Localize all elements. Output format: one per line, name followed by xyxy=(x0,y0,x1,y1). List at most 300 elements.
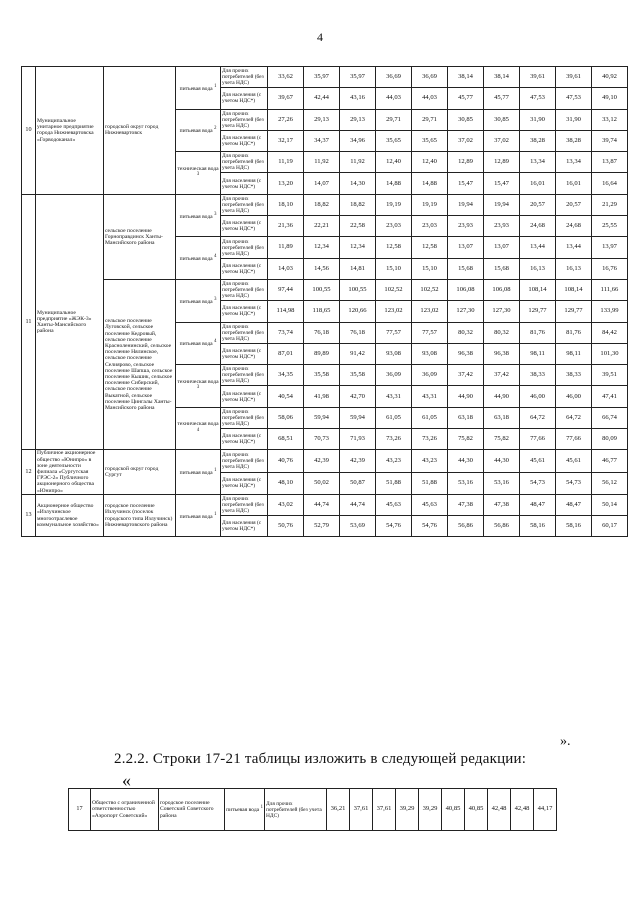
tariff-value: 44,90 xyxy=(448,386,484,407)
territory-name: сельское поселение Луговской, сельское поселение Кедровый, сельское поселение Красноленинский, сельское поселение Нялинское, сельское поселение Селиярово, сельское поселение Шапша, сельское поселение Кышик, сельское поселение Сибирский, сельское поселение Выкатной, сельское поселение Цингалы Ханты-Мансийского района xyxy=(104,279,176,449)
consumer-type: Для населения (с учетом НДС*) xyxy=(221,258,268,279)
water-type-footnote: 1 xyxy=(214,83,217,89)
territory-name: городской округ город Сургут xyxy=(104,450,176,494)
tariff-value: 35,58 xyxy=(304,365,340,386)
tariff-value: 33,62 xyxy=(268,67,304,88)
tariff-value: 11,19 xyxy=(268,152,304,173)
tariff-value: 16,01 xyxy=(556,173,592,194)
tariff-value: 42,39 xyxy=(304,450,340,472)
tariff-value: 53,16 xyxy=(484,472,520,494)
tariff-value: 16,13 xyxy=(556,258,592,279)
tariff-value: 12,89 xyxy=(448,152,484,173)
water-type: питьевая вода $^1$ xyxy=(225,789,265,831)
tariff-value: 45,77 xyxy=(484,88,520,109)
tariff-value: 68,51 xyxy=(268,429,304,450)
tariff-value: 35,65 xyxy=(412,130,448,151)
organization-name: Публичное акционерное общество «Юнипро» в зоне деятельности филиала «Сургутская ГРЭС-2» Публичного акционерного общества «Юнипро» xyxy=(36,450,104,494)
tariff-value: 37,61 xyxy=(373,789,396,831)
tariff-value: 80,32 xyxy=(484,322,520,343)
tariff-value: 16,64 xyxy=(592,173,628,194)
tariff-value: 12,40 xyxy=(412,152,448,173)
consumer-type: Для населения (с учетом НДС*) xyxy=(221,88,268,109)
tariff-value: 56,86 xyxy=(484,516,520,537)
tariff-value: 38,33 xyxy=(520,365,556,386)
tariff-value: 35,97 xyxy=(304,67,340,88)
tariff-value: 50,02 xyxy=(304,472,340,494)
tariff-value: 14,88 xyxy=(412,173,448,194)
tariff-value: 37,02 xyxy=(484,130,520,151)
tariff-value: 36,09 xyxy=(412,365,448,386)
water-type-footnote: 4 xyxy=(214,254,217,260)
tariff-value: 51,88 xyxy=(376,472,412,494)
tariff-value: 19,94 xyxy=(448,194,484,215)
tariff-value: 22,21 xyxy=(304,216,340,237)
tariff-value: 39,67 xyxy=(268,88,304,109)
tariff-value: 38,28 xyxy=(556,130,592,151)
tariff-value: 47,38 xyxy=(448,494,484,515)
tariff-value: 36,21 xyxy=(327,789,350,831)
tariff-value: 118,65 xyxy=(304,301,340,322)
tariff-value: 127,30 xyxy=(448,301,484,322)
tariff-value: 23,03 xyxy=(376,216,412,237)
tariff-value: 120,66 xyxy=(340,301,376,322)
tariff-value: 44,17 xyxy=(534,789,557,831)
tariff-value: 102,52 xyxy=(376,279,412,300)
water-type-label: питьевая вода xyxy=(179,341,213,348)
water-type-label: питьевая вода xyxy=(179,213,213,220)
tariff-value: 106,08 xyxy=(484,279,520,300)
tariff-value: 108,14 xyxy=(556,279,592,300)
tariff-value: 127,30 xyxy=(484,301,520,322)
consumer-type: Для прочих потребителей (без учета НДС) xyxy=(221,67,268,88)
territory-name: сельское поселение Горноправдинск Ханты-Мансийского района xyxy=(104,194,176,279)
water-type-footnote: 3 xyxy=(196,172,200,178)
tariff-value: 22,58 xyxy=(340,216,376,237)
tariff-value: 52,79 xyxy=(304,516,340,537)
tariff-value: 100,55 xyxy=(304,279,340,300)
tariff-value: 64,72 xyxy=(520,407,556,428)
tariff-value: 40,85 xyxy=(442,789,465,831)
tariff-value: 50,87 xyxy=(340,472,376,494)
table-row xyxy=(22,67,628,88)
tariff-value: 43,31 xyxy=(376,386,412,407)
tariff-value: 44,90 xyxy=(484,386,520,407)
tariff-value: 27,26 xyxy=(268,109,304,130)
tariff-value: 93,08 xyxy=(412,343,448,364)
consumer-type: Для прочих потребителей (без учета НДС) xyxy=(265,789,327,831)
tariff-value: 36,09 xyxy=(376,365,412,386)
water-type-label: питьевая вода xyxy=(179,128,213,135)
tariff-value: 48,10 xyxy=(268,472,304,494)
tariff-value: 20,57 xyxy=(520,194,556,215)
tariff-value: 46,77 xyxy=(592,450,628,472)
tariff-value: 61,05 xyxy=(376,407,412,428)
tariff-value: 39,61 xyxy=(520,67,556,88)
tariff-value: 42,39 xyxy=(340,450,376,472)
tariff-value: 129,77 xyxy=(556,301,592,322)
tariff-value: 35,58 xyxy=(340,365,376,386)
table-row xyxy=(69,789,557,831)
tariff-value: 76,18 xyxy=(304,322,340,343)
tariff-value: 11,89 xyxy=(268,237,304,258)
territory-name: городское поселение Излучинск (поселок городского типа Излучинск) Нижневартовского района xyxy=(104,494,176,537)
water-type xyxy=(176,407,221,450)
water-type xyxy=(176,237,221,280)
consumer-type: Для прочих потребителей (без учета НДС) xyxy=(221,194,268,215)
tariff-value: 39,51 xyxy=(592,365,628,386)
tariff-value: 96,38 xyxy=(484,343,520,364)
tariff-value: 108,14 xyxy=(520,279,556,300)
water-type-footnote: 3 xyxy=(214,211,217,217)
tariff-value: 36,69 xyxy=(376,67,412,88)
tariff-value: 91,42 xyxy=(340,343,376,364)
tariff-value: 14,81 xyxy=(340,258,376,279)
tariff-value: 66,74 xyxy=(592,407,628,428)
tariff-value: 73,26 xyxy=(412,429,448,450)
table-row xyxy=(22,450,628,472)
consumer-type: Для населения (с учетом НДС*) xyxy=(221,216,268,237)
tariff-value: 54,73 xyxy=(520,472,556,494)
water-type xyxy=(176,109,221,152)
consumer-type: Для населения (с учетом НДС*) xyxy=(221,130,268,151)
tariff-value: 40,76 xyxy=(268,450,304,472)
tariff-value: 12,58 xyxy=(412,237,448,258)
water-type xyxy=(176,322,221,365)
tariff-value: 51,88 xyxy=(412,472,448,494)
tariff-value: 87,01 xyxy=(268,343,304,364)
tariff-value: 34,37 xyxy=(304,130,340,151)
tariff-value: 63,18 xyxy=(484,407,520,428)
tariff-value: 12,40 xyxy=(376,152,412,173)
tariff-value: 13,20 xyxy=(268,173,304,194)
tariff-value: 12,34 xyxy=(304,237,340,258)
consumer-type: Для населения (с учетом НДС*) xyxy=(221,472,268,494)
tariff-value: 100,55 xyxy=(340,279,376,300)
tariff-value: 11,92 xyxy=(304,152,340,173)
tariff-value: 133,99 xyxy=(592,301,628,322)
section-heading: 2.2.2. Строки 17-21 таблицы изложить в следующей редакции: xyxy=(114,751,527,767)
tariff-value: 58,16 xyxy=(520,516,556,537)
water-type-label: питьевая вода xyxy=(179,469,213,476)
tariff-value: 93,08 xyxy=(376,343,412,364)
water-type xyxy=(176,67,221,110)
tariff-value: 42,44 xyxy=(304,88,340,109)
tariff-value: 19,19 xyxy=(412,194,448,215)
tariff-value: 71,93 xyxy=(340,429,376,450)
tariff-value: 38,14 xyxy=(484,67,520,88)
tariff-value: 49,10 xyxy=(592,88,628,109)
consumer-type: Для прочих потребителей (без учета НДС) xyxy=(221,109,268,130)
water-type-label: техническая вода xyxy=(177,421,219,428)
water-type-label: питьевая вода xyxy=(179,85,213,92)
tariff-value: 19,94 xyxy=(484,194,520,215)
tariff-value: 23,93 xyxy=(484,216,520,237)
tariff-value: 16,13 xyxy=(520,258,556,279)
tariff-value: 48,47 xyxy=(520,494,556,515)
tariff-value: 75,82 xyxy=(448,429,484,450)
tariff-value: 102,52 xyxy=(412,279,448,300)
water-type xyxy=(176,152,221,195)
tariff-value: 39,29 xyxy=(396,789,419,831)
tariff-value: 16,76 xyxy=(592,258,628,279)
tariff-value: 37,42 xyxy=(448,365,484,386)
tariff-value: 58,16 xyxy=(556,516,592,537)
consumer-type: Для прочих потребителей (без учета НДС) xyxy=(221,279,268,300)
tariff-value: 43,16 xyxy=(340,88,376,109)
tariff-value: 77,66 xyxy=(520,429,556,450)
tariff-table-row-17 xyxy=(68,788,557,831)
tariff-value: 98,11 xyxy=(520,343,556,364)
tariff-value: 44,74 xyxy=(340,494,376,515)
consumer-type: Для населения (с учетом НДС*) xyxy=(221,173,268,194)
organization-name: Общество с ограниченной ответственностью «Аэропорт Советский» xyxy=(91,789,159,831)
tariff-value: 59,94 xyxy=(340,407,376,428)
tariff-value: 25,55 xyxy=(592,216,628,237)
tariff-value: 56,12 xyxy=(592,472,628,494)
tariff-value: 97,44 xyxy=(268,279,304,300)
tariff-value: 39,29 xyxy=(419,789,442,831)
tariff-value: 15,68 xyxy=(484,258,520,279)
tariff-value: 101,30 xyxy=(592,343,628,364)
tariff-value: 81,76 xyxy=(556,322,592,343)
tariff-value: 29,13 xyxy=(340,109,376,130)
tariff-value: 46,00 xyxy=(520,386,556,407)
water-type-footnote: 4 xyxy=(214,339,217,345)
tariff-value: 106,08 xyxy=(448,279,484,300)
tariff-value: 43,31 xyxy=(412,386,448,407)
tariff-value: 80,32 xyxy=(448,322,484,343)
tariff-value: 42,48 xyxy=(488,789,511,831)
water-type-footnote: 3 xyxy=(214,296,217,302)
tariff-value: 12,58 xyxy=(376,237,412,258)
tariff-value: 64,72 xyxy=(556,407,592,428)
tariff-value: 34,96 xyxy=(340,130,376,151)
water-type-label: питьевая вода xyxy=(179,513,213,520)
consumer-type: Для населения (с учетом НДС*) xyxy=(221,301,268,322)
tariff-value: 47,38 xyxy=(484,494,520,515)
water-type-footnote: 4 xyxy=(196,427,200,433)
tariff-value: 123,02 xyxy=(376,301,412,322)
tariff-value: 18,10 xyxy=(268,194,304,215)
tariff-value: 48,47 xyxy=(556,494,592,515)
tariff-value: 70,73 xyxy=(304,429,340,450)
tariff-value: 45,61 xyxy=(556,450,592,472)
organization-name: Акционерное общество «Излучинское многоотраслевое коммунальное хозяйство» xyxy=(36,494,104,537)
tariff-value: 43,23 xyxy=(412,450,448,472)
tariff-value: 38,28 xyxy=(520,130,556,151)
tariff-value: 43,23 xyxy=(376,450,412,472)
row-number: 13 xyxy=(22,494,36,537)
tariff-value: 21,36 xyxy=(268,216,304,237)
water-type-footnote: 2 xyxy=(214,126,217,132)
tariff-value: 43,02 xyxy=(268,494,304,515)
tariff-value: 21,29 xyxy=(592,194,628,215)
table-row xyxy=(22,194,628,215)
water-type xyxy=(176,194,221,237)
tariff-value: 45,63 xyxy=(376,494,412,515)
consumer-type: Для прочих потребителей (без учета НДС) xyxy=(221,494,268,515)
tariff-value: 47,41 xyxy=(592,386,628,407)
tariff-value: 35,97 xyxy=(340,67,376,88)
tariff-value: 54,76 xyxy=(376,516,412,537)
tariff-value: 38,14 xyxy=(448,67,484,88)
tariff-value: 38,33 xyxy=(556,365,592,386)
table-row xyxy=(22,494,628,515)
tariff-value: 53,69 xyxy=(340,516,376,537)
water-type xyxy=(176,450,221,494)
tariff-value: 13,34 xyxy=(556,152,592,173)
tariff-value: 13,44 xyxy=(520,237,556,258)
tariff-value: 54,76 xyxy=(412,516,448,537)
tariff-value: 114,98 xyxy=(268,301,304,322)
consumer-type: Для прочих потребителей (без учета НДС) xyxy=(221,237,268,258)
tariff-value: 31,90 xyxy=(520,109,556,130)
tariff-value: 42,70 xyxy=(340,386,376,407)
consumer-type: Для прочих потребителей (без учета НДС) xyxy=(221,152,268,173)
tariff-value: 13,07 xyxy=(484,237,520,258)
consumer-type: Для прочих потребителей (без учета НДС) xyxy=(221,450,268,472)
tariff-value: 15,47 xyxy=(484,173,520,194)
tariff-value: 18,82 xyxy=(304,194,340,215)
tariff-value: 123,02 xyxy=(412,301,448,322)
tariff-value: 30,85 xyxy=(448,109,484,130)
tariff-value: 76,18 xyxy=(340,322,376,343)
consumer-type: Для населения (с учетом НДС*) xyxy=(221,516,268,537)
tariff-value: 44,03 xyxy=(376,88,412,109)
tariff-value: 13,44 xyxy=(556,237,592,258)
tariff-value: 15,10 xyxy=(376,258,412,279)
tariff-value: 37,42 xyxy=(484,365,520,386)
closing-quote: ». xyxy=(560,734,571,749)
table-row xyxy=(22,279,628,300)
tariff-value: 33,12 xyxy=(592,109,628,130)
tariff-value: 39,61 xyxy=(556,67,592,88)
tariff-value: 35,65 xyxy=(376,130,412,151)
tariff-value: 36,69 xyxy=(412,67,448,88)
tariff-value: 77,57 xyxy=(412,322,448,343)
tariff-value: 81,76 xyxy=(520,322,556,343)
tariff-value: 56,86 xyxy=(448,516,484,537)
tariff-value: 47,53 xyxy=(556,88,592,109)
water-type xyxy=(176,494,221,537)
tariff-value: 15,68 xyxy=(448,258,484,279)
consumer-type: Для прочих потребителей (без учета НДС) xyxy=(221,365,268,386)
opening-quote: « xyxy=(122,770,131,790)
tariff-value: 14,56 xyxy=(304,258,340,279)
consumer-type: Для населения (с учетом НДС*) xyxy=(221,386,268,407)
territory-name: городское поселение Советский Советского района xyxy=(159,789,225,831)
tariff-value: 12,89 xyxy=(484,152,520,173)
tariff-value: 40,92 xyxy=(592,67,628,88)
water-type xyxy=(176,279,221,322)
tariff-value: 129,77 xyxy=(520,301,556,322)
tariff-value: 20,57 xyxy=(556,194,592,215)
water-type-footnote: 1 xyxy=(214,511,217,517)
tariff-value: 73,74 xyxy=(268,322,304,343)
tariff-value: 41,98 xyxy=(304,386,340,407)
tariff-value: 84,42 xyxy=(592,322,628,343)
water-type-label: питьевая вода xyxy=(179,298,213,305)
consumer-type: Для прочих потребителей (без учета НДС) xyxy=(221,322,268,343)
tariff-value: 23,93 xyxy=(448,216,484,237)
water-type-footnote: 3 xyxy=(196,385,200,391)
tariff-value: 14,88 xyxy=(376,173,412,194)
tariff-value: 45,61 xyxy=(520,450,556,472)
tariff-value: 63,18 xyxy=(448,407,484,428)
tariff-value: 77,66 xyxy=(556,429,592,450)
tariff-value: 60,17 xyxy=(592,516,628,537)
water-type-footnote: 1 xyxy=(214,468,217,474)
tariff-value: 45,77 xyxy=(448,88,484,109)
tariff-value: 37,61 xyxy=(350,789,373,831)
organization-name: Муниципальное предприятие «ЖЭК-3» Ханты-Мансийского района xyxy=(36,194,104,450)
row-number: 10 xyxy=(22,67,36,195)
tariff-value: 13,97 xyxy=(592,237,628,258)
tariff-value: 61,05 xyxy=(412,407,448,428)
tariff-value: 44,30 xyxy=(484,450,520,472)
tariff-value: 30,85 xyxy=(484,109,520,130)
tariff-value: 40,54 xyxy=(268,386,304,407)
tariff-value: 54,73 xyxy=(556,472,592,494)
tariff-value: 98,11 xyxy=(556,343,592,364)
tariff-value: 14,30 xyxy=(340,173,376,194)
tariff-value: 29,13 xyxy=(304,109,340,130)
tariff-value: 111,66 xyxy=(592,279,628,300)
territory-name: городской округ город Нижневартовск xyxy=(104,67,176,195)
tariff-value: 96,38 xyxy=(448,343,484,364)
tariff-value: 34,35 xyxy=(268,365,304,386)
tariff-value: 29,71 xyxy=(412,109,448,130)
tariff-value: 40,85 xyxy=(465,789,488,831)
tariff-value: 23,03 xyxy=(412,216,448,237)
tariff-value: 75,82 xyxy=(484,429,520,450)
tariff-value: 19,19 xyxy=(376,194,412,215)
tariff-value: 50,76 xyxy=(268,516,304,537)
tariff-value: 24,68 xyxy=(556,216,592,237)
tariff-value: 44,74 xyxy=(304,494,340,515)
tariff-value: 14,07 xyxy=(304,173,340,194)
tariff-value: 89,89 xyxy=(304,343,340,364)
page-number: 4 xyxy=(317,30,323,44)
tariff-value: 16,01 xyxy=(520,173,556,194)
water-type-label: техническая вода xyxy=(177,378,219,385)
tariff-value: 47,53 xyxy=(520,88,556,109)
row-number: 17 xyxy=(69,789,91,831)
tariff-value: 13,34 xyxy=(520,152,556,173)
tariff-value: 44,30 xyxy=(448,450,484,472)
tariff-value: 15,47 xyxy=(448,173,484,194)
tariff-value: 37,02 xyxy=(448,130,484,151)
tariff-value: 59,94 xyxy=(304,407,340,428)
tariff-value: 13,07 xyxy=(448,237,484,258)
water-type xyxy=(176,365,221,408)
consumer-type: Для населения (с учетом НДС*) xyxy=(221,343,268,364)
tariff-value: 11,92 xyxy=(340,152,376,173)
organization-name: Муниципальное унитарное предприятие города Нижневартовска «Горводоканал» xyxy=(36,67,104,195)
tariff-value: 73,26 xyxy=(376,429,412,450)
tariff-value: 53,16 xyxy=(448,472,484,494)
consumer-type: Для населения (с учетом НДС*) xyxy=(221,429,268,450)
tariff-value: 12,34 xyxy=(340,237,376,258)
water-type-label: техническая вода xyxy=(177,165,219,172)
tariff-value: 18,82 xyxy=(340,194,376,215)
tariff-value: 46,00 xyxy=(556,386,592,407)
row-number: 12 xyxy=(22,450,36,494)
tariff-value: 29,71 xyxy=(376,109,412,130)
tariff-value: 24,68 xyxy=(520,216,556,237)
row-number: 11 xyxy=(22,194,36,450)
consumer-type: Для прочих потребителей (без учета НДС) xyxy=(221,407,268,428)
